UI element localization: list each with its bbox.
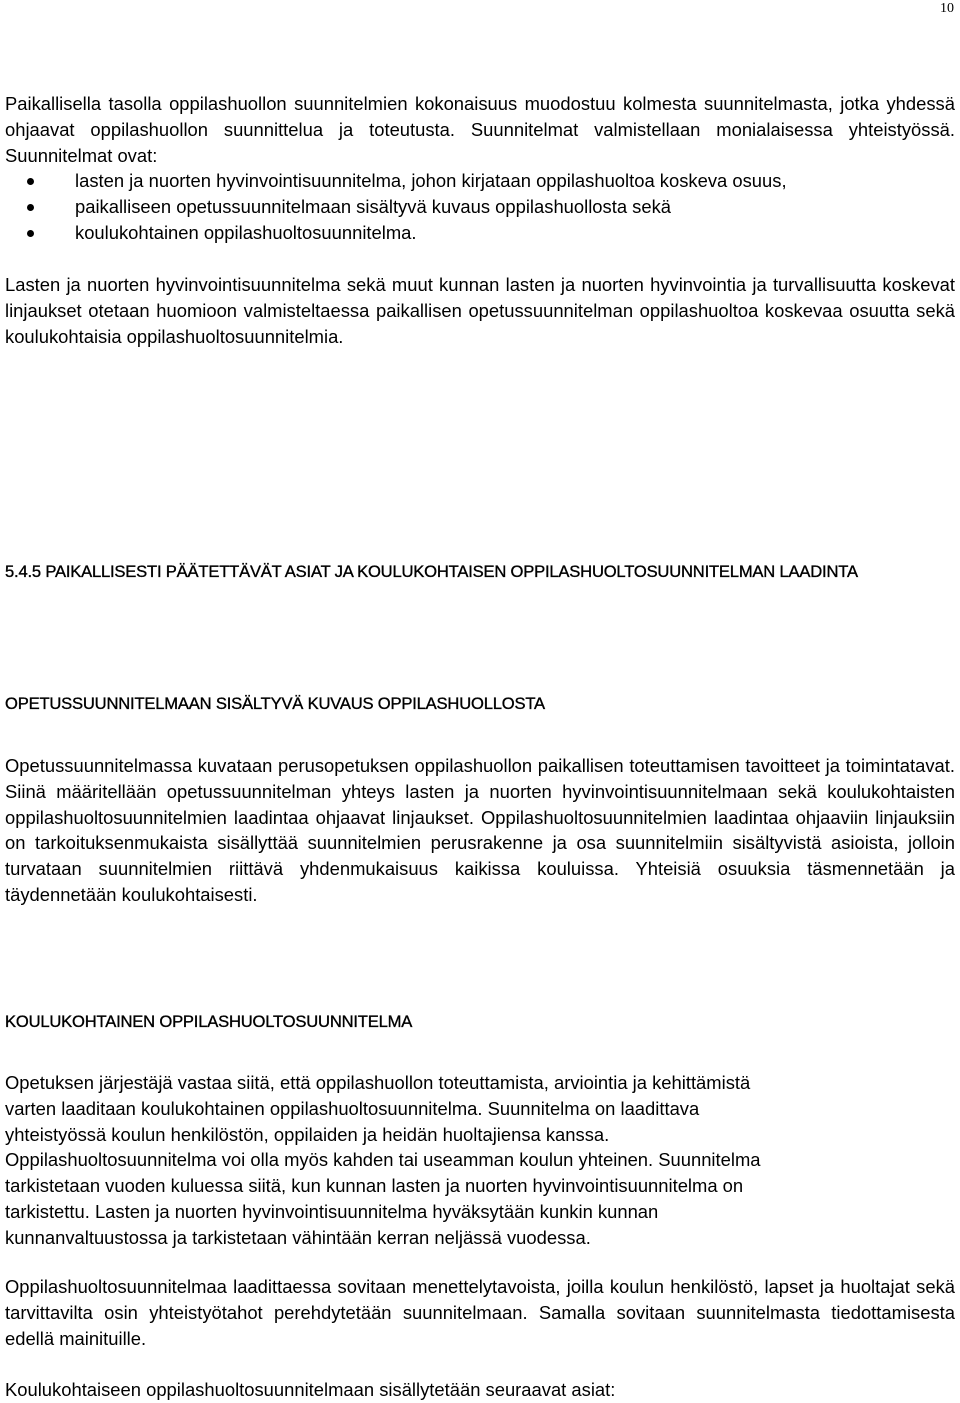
section-heading-block [5,556,945,588]
bullet-text: lasten ja nuorten hyvinvointisuunnitelma, johon kirjataan oppilashuoltoa koskeva osuus, [75,170,787,192]
bullet-item [5,168,955,194]
school-paragraph-3: Koulukohtaiseen oppilashuoltosuunnitelmaan sisällytetään seuraavat asiat: [5,1379,616,1400]
bullet-text: paikalliseen opetussuunnitelmaan sisältyvä kuvaus oppilashuollosta sekä [75,196,672,218]
text-line: tarkistetaan vuoden kuluessa siitä, kun kunnan lasten ja nuorten hyvinvointisuunnitelma on [5,1175,744,1197]
text-line: yhteistyössä koulun henkilöstön, oppilaiden ja heidän huoltajiensa kanssa. [5,1123,610,1145]
ops-paragraph: Opetussuunnitelmassa kuvataan perusopetuksen oppilashuollon paikallisen toteuttamisen tavoitteet ja toimintatavat. Siinä määritellään opetussuunnitelman yhteys lasten ja nuorten hyvinvointisuunnitelmaan sekä koulukohtaisten oppilashuoltosuunnitelmien laadintaa ohjaavat linjaukset. Oppilashuoltosuunnitelmien laadintaa ohjaaviin linjauksiin on tarkoituksenmukaista sisällyttää suunnitelmien perusrakenne ja osa suunnitelmiin sisältyvistä asioista, jolloin turvataan suunnitelmien riittävä yhdenmukaisuus kaikissa kouluissa. Yhteisiä osuuksia täsmennetään ja täydennetään koulukohtaisesti. [5,755,955,905]
text-line: varten laaditaan koulukohtainen oppilashuoltosuunnitelma. Suunnitelma on laadittava [5,1097,700,1119]
text-line: tarkistettu. Lasten ja nuorten hyvinvointisuunnitelma hyväksytään kunkin kunnan [5,1200,659,1222]
bullet-item [5,194,955,220]
plans-bullet-list [5,168,955,245]
welfare-plan-block [5,272,955,349]
welfare-plan-paragraph: Lasten ja nuorten hyvinvointisuunnitelma sekä muut kunnan lasten ja nuorten hyvinvointia ja turvallisuutta koskevat linjaukset otetaan huomioon valmisteltaessa paikallisen opetussuunnitelman oppilashuoltoa koskevaa osuutta sekä koulukohtaisia oppilashuoltosuunnitelmia. [5,274,955,347]
bullet-dot-icon [27,230,34,237]
section-heading: 5.4.5 PAIKALLISESTI PÄÄTETTÄVÄT ASIAT JA KOULUKOHTAISEN OPPILASHUOLTOSUUNNITELMAN LAADINTA [5,562,858,581]
ops-block [5,753,955,908]
school-block-2 [5,1274,955,1351]
school-block-3 [5,1377,955,1403]
bullet-item [5,220,955,246]
ops-heading-block [5,688,955,720]
text-line: Oppilashuoltosuunnitelma voi olla myös kahden tai useamman koulun yhteinen. Suunnitelma [5,1149,761,1171]
ops-heading: OPETUSSUUNNITELMAAN SISÄLTYVÄ KUVAUS OPPILASHUOLLOSTA [5,694,545,713]
bullet-dot-icon [27,204,34,211]
school-heading-block [5,1006,955,1038]
school-paragraph-2: Oppilashuoltosuunnitelmaa laadittaessa sovitaan menettelytavoista, joilla koulun henkilöstö, lapset ja huoltajat sekä tarvittavilta osin yhteistyötahot perehdytetään suunnitelmaan. Samalla sovitaan suunnitelmasta tiedottamisesta edellä mainituille. [5,1276,955,1349]
text-line: Opetuksen järjestäjä vastaa siitä, että oppilashuollon toteuttamista, arviointia ja kehittämistä [5,1072,751,1093]
bullet-text: koulukohtainen oppilashuoltosuunnitelma. [75,221,417,243]
school-paragraph-1 [5,1070,955,1251]
school-heading: KOULUKOHTAINEN OPPILASHUOLTOSUUNNITELMA [5,1012,413,1031]
text-line: kunnanvaltuustossa ja tarkistetaan vähintään kerran neljässä vuodessa. [5,1226,591,1248]
intro-paragraph: Paikallisella tasolla oppilashuollon suunnitelmien kokonaisuus muodostuu kolmesta suunnitelmasta, jotka yhdessä ohjaavat oppilashuollon suunnittelua ja toteutusta. Suunnitelmat valmistellaan monialaisessa yhteistyössä. Suunnitelmat ovat: [5,93,955,166]
intro-block [5,91,955,246]
page-number: 10 [940,1,954,16]
bullet-dot-icon [27,178,34,185]
school-block-1 [5,1070,955,1251]
